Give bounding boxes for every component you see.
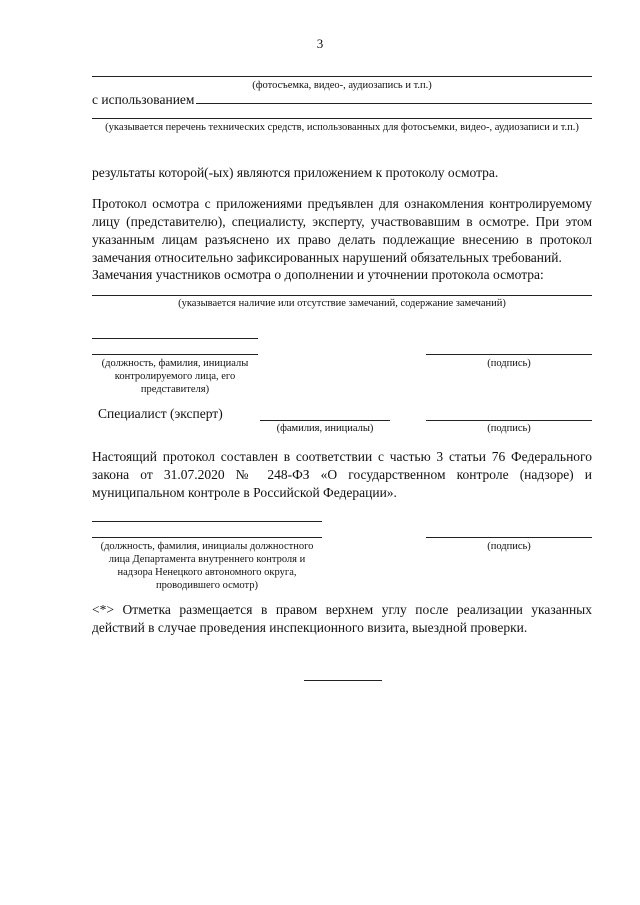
tech-means-line	[92, 118, 592, 119]
signature-line-3	[426, 537, 592, 538]
specialist-name-caption: (фамилия, инициалы)	[276, 423, 374, 434]
recording-type-line	[92, 76, 592, 77]
official-line-2	[92, 537, 322, 538]
controlled-person-caption: (должность, фамилия, инициалы контролируемого лица, его представителя)	[101, 358, 249, 395]
signature-line-1	[426, 354, 592, 355]
specialist-label: Специалист (эксперт)	[98, 406, 223, 421]
page-number: 3	[316, 36, 324, 51]
composed-paragraph: Настоящий протокол составлен в соответствии с частью 3 статьи 76 Федерального закона от 31.07.2020 № 248-ФЗ «О государственном контроле (надзоре) и муниципальном контроле в Российской Федерации».	[92, 449, 592, 500]
remarks-caption: (указывается наличие или отсутствие замечаний, содержание замечаний)	[178, 298, 506, 309]
remarks-line	[92, 295, 592, 296]
official-caption: (должность, фамилия, инициалы должностного лица Департамента внутреннего контроля и надзора Ненецкого автономного округа, проводившего осмотр)	[100, 541, 314, 591]
results-line: результаты которой(-ых) являются приложением к протоколу осмотра.	[92, 165, 499, 180]
using-label: с использованием	[92, 92, 195, 107]
end-separator	[304, 680, 382, 681]
official-line-1	[92, 521, 322, 522]
tech-means-caption: (указывается перечень технических средств, использованных для фотосъемки, видео-, аудиозаписи и т.п.)	[105, 122, 579, 133]
using-line	[196, 103, 592, 104]
signature-line-2	[426, 420, 592, 421]
signature-caption-2: (подпись)	[487, 423, 531, 434]
signature-caption-1: (подпись)	[487, 358, 531, 369]
controlled-person-line-1	[92, 338, 258, 339]
presented-paragraph: Протокол осмотра с приложениями предъявлен для ознакомления контролируемому лицу (представителю), специалисту, эксперту, участвовавшим в осмотре. При этом указанным лицам разъяснено их право делать подлежащие внесению в протокол замечания относительно зафиксированных нарушений обязательных требований.	[92, 196, 592, 265]
footnote: <*> Отметка размещается в правом верхнем углу после реализации указанных действий в случае проведения инспекционного визита, выездной проверки.	[92, 602, 592, 635]
controlled-person-line-2	[92, 354, 258, 355]
specialist-name-line	[260, 420, 390, 421]
remarks-heading: Замечания участников осмотра о дополнении и уточнении протокола осмотра:	[92, 267, 544, 282]
signature-caption-3: (подпись)	[487, 541, 531, 552]
recording-type-caption: (фотосъемка, видео-, аудиозапись и т.п.)	[252, 80, 432, 91]
